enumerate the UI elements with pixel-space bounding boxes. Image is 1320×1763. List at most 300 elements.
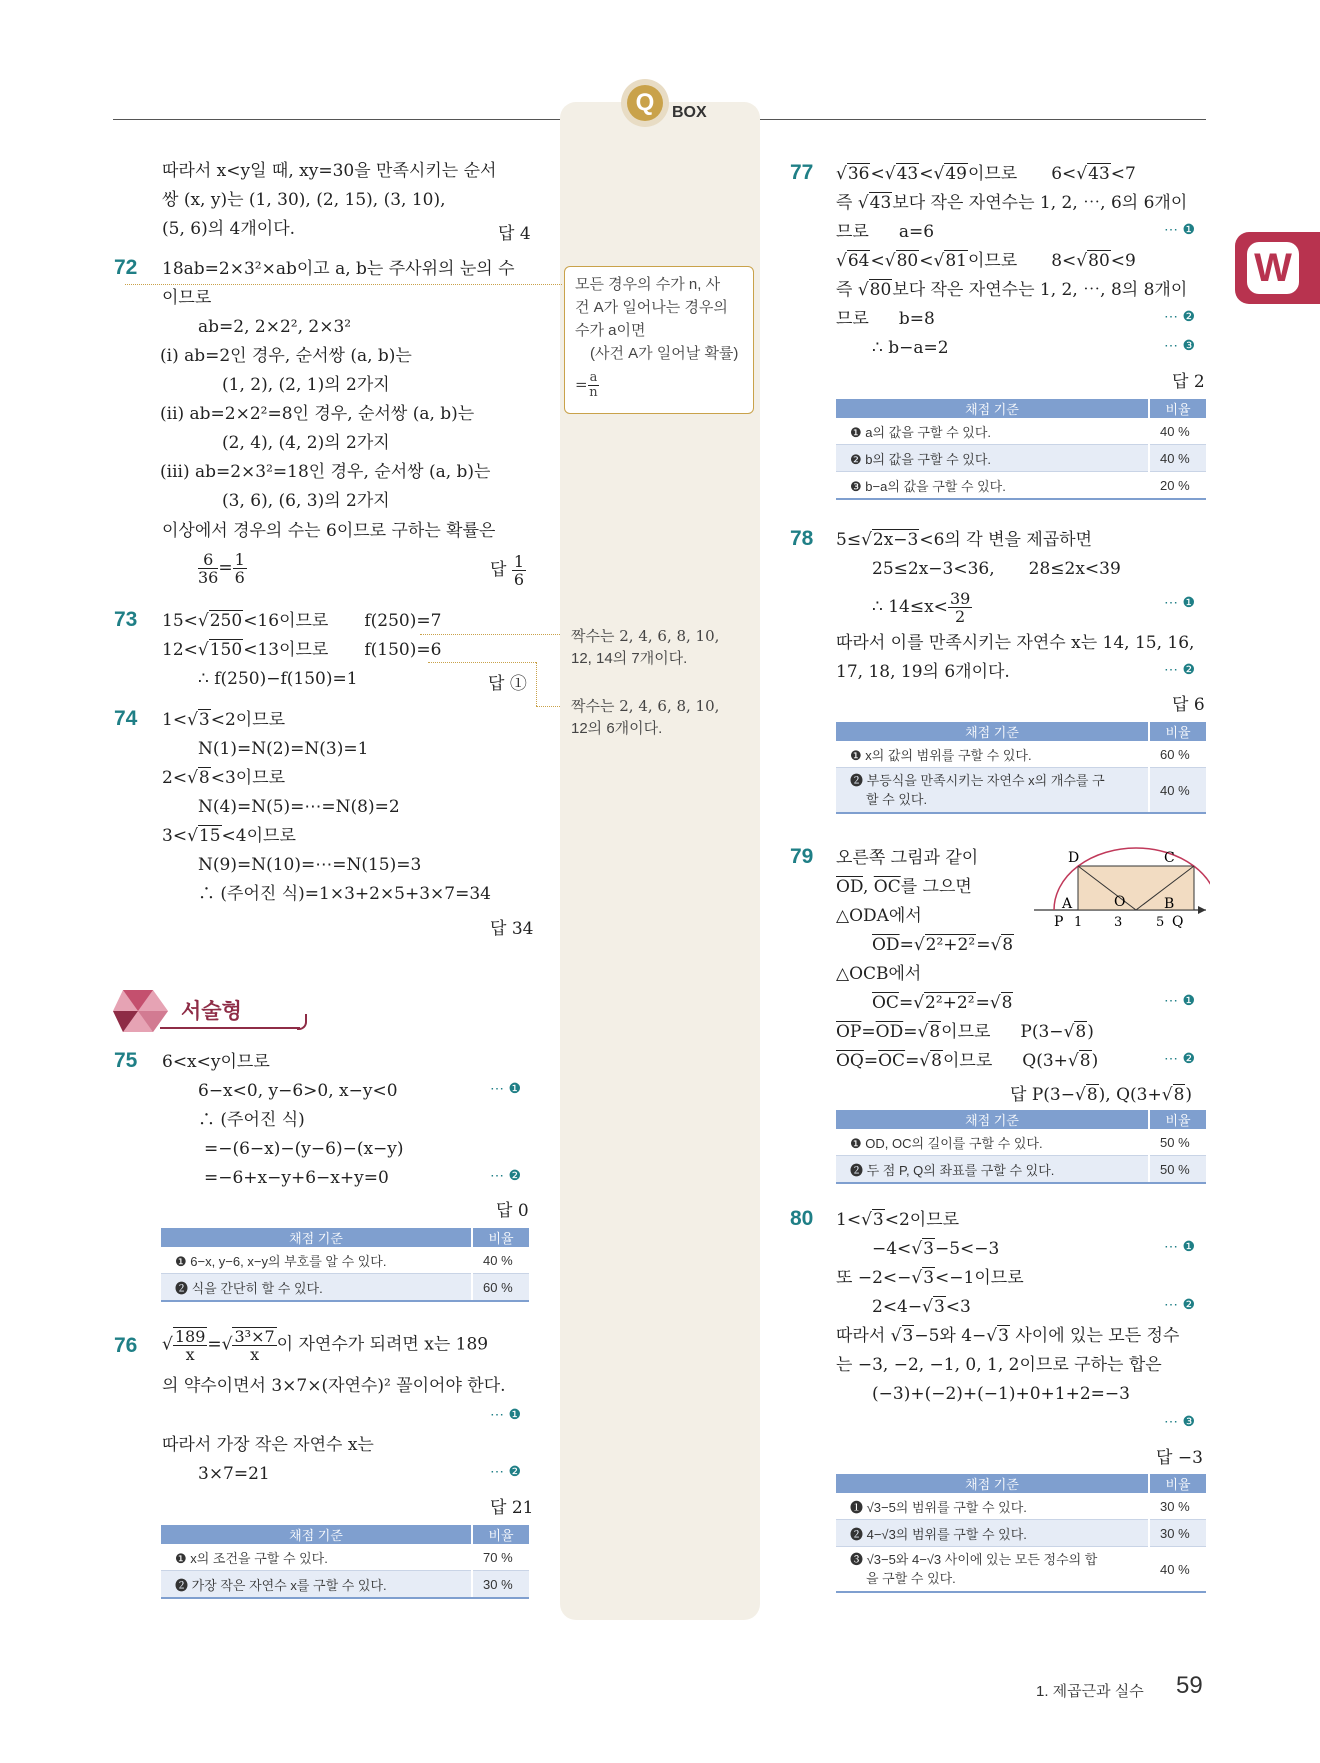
sqrt-radicand: 150 xyxy=(209,640,243,660)
text: $\overline{OD}$ xyxy=(836,877,863,897)
p80-line5: 따라서 √3−5와 4−√3 사이에 있는 모든 정수 xyxy=(836,1326,1180,1346)
problem-74-number: 74 xyxy=(114,707,138,730)
table-cell: ❷ 4−√3의 범위를 구할 수 있다. xyxy=(836,1520,1149,1547)
label-d: D xyxy=(1068,850,1080,866)
p72-line9: (3, 6), (6, 3)의 2가지 xyxy=(222,491,390,511)
text: 따라서 xyxy=(836,1326,891,1346)
w-logo-icon: W xyxy=(1247,242,1299,294)
text: 5≤ xyxy=(836,530,862,550)
p80-answer: 답 −3 xyxy=(1156,1448,1203,1468)
step-2-marker: ⋯ ❷ xyxy=(1164,309,1196,325)
text: 1< xyxy=(162,710,188,730)
p71-line3: (5, 6)의 4개이다. xyxy=(162,219,296,239)
footer-chapter: 1. 제곱근과 실수 xyxy=(1036,1683,1144,1700)
text: <2이므로 xyxy=(884,1210,960,1230)
sqrt-radicand: 15 xyxy=(198,826,221,846)
text: , xyxy=(862,877,874,897)
p75-line2: 6−x<0, y−6>0, x−y<0 xyxy=(198,1081,398,1101)
sqrt-radicand: 36 xyxy=(847,164,870,184)
note-73b-line2: 12의 6개이다. xyxy=(571,720,663,737)
text: 15< xyxy=(162,611,198,631)
table-header: 채점 기준 xyxy=(161,1525,472,1544)
text: <2이므로 xyxy=(210,710,286,730)
p73-line2: 12<√150<13이므로 f(150)=6 xyxy=(162,640,442,660)
sqrt-radicand: 3 xyxy=(933,1297,945,1317)
p75-line5: =−6+x−y+6−x+y=0 xyxy=(204,1168,389,1188)
step-3-marker: ⋯ ❸ xyxy=(1164,1414,1196,1430)
problem-78-number: 78 xyxy=(790,527,814,550)
p75-grading-table xyxy=(161,1228,529,1302)
text: = xyxy=(899,935,914,955)
text: $\overline{OD}$ xyxy=(872,935,900,955)
problem-72-number: 72 xyxy=(114,256,138,279)
sqrt-radicand: 43 xyxy=(1088,164,1110,184)
text: < xyxy=(919,164,934,184)
text: 므로 xyxy=(836,222,869,242)
table-cell: ❷ 식을 간단히 할 수 있다. xyxy=(161,1274,472,1302)
label-p: P xyxy=(1054,914,1064,930)
page-number: 59 xyxy=(1176,1672,1203,1699)
p77-line7: ∴ b−a=2 xyxy=(872,338,949,358)
p75-line1: 6<x<y이므로 xyxy=(162,1052,270,1072)
p79-line2 xyxy=(836,876,972,898)
text: ❸ √3−5와 4−√3 사이에 있는 모든 정수의 합 xyxy=(850,1552,1098,1567)
sqrt-radicand: 2²+2² xyxy=(925,935,976,955)
text: 8< xyxy=(1051,251,1077,271)
p79-line6: $\overline{OC}=√2^2+2^2=√8$ xyxy=(872,993,1013,1013)
p72-line6: (ii) ab=2×2²=8인 경우, 순서쌍 (a, b)는 xyxy=(160,404,475,424)
text: <6의 각 변을 제곱하면 xyxy=(919,530,1093,550)
p79-line8: $\overline{OQ}=\overline{OC}=√8$이므로 Q(3+√8) xyxy=(836,1051,1099,1071)
p80-line4: 2<4−√3<3 xyxy=(872,1297,971,1317)
p78-line5: 17, 18, 19의 6개이다. xyxy=(836,662,1010,682)
sqrt-radicand: 8 xyxy=(1075,1022,1087,1042)
table-cell: ❶ a의 값을 구할 수 있다. xyxy=(836,418,1149,445)
text: −5<−3 xyxy=(934,1239,1000,1259)
note-73a-line2: 12, 14의 7개이다. xyxy=(571,650,688,667)
p72-leader-line xyxy=(125,284,562,285)
p77-line6 xyxy=(836,308,935,330)
text: ) xyxy=(1185,1085,1193,1105)
p76-line2: 의 약수이면서 3×7×(자연수)² 꼴이어야 한다. xyxy=(162,1376,506,1396)
table-cell: 50 % xyxy=(1149,1129,1206,1156)
frac-den: x xyxy=(250,1345,260,1364)
p74-line6: N(9)=N(10)=⋯=N(15)=3 xyxy=(198,855,422,875)
p73-leader-b xyxy=(428,662,536,663)
text: 답 P(3− xyxy=(1010,1085,1075,1105)
table-cell: 40 % xyxy=(1149,445,1206,472)
text: 12< xyxy=(162,640,198,660)
problem-76-number: 76 xyxy=(114,1334,138,1357)
section-logo-icon xyxy=(113,990,173,1032)
step-1-marker: ⋯ ❶ xyxy=(1164,595,1196,611)
sqrt-radicand: 8 xyxy=(1079,1051,1091,1071)
text: $\overline{OP}$ xyxy=(836,1022,862,1042)
text: Q(3+ xyxy=(1022,1051,1068,1071)
text: $\overline{OC}$ xyxy=(873,877,901,897)
sqrt-radicand: 8 xyxy=(931,1051,942,1071)
p79-line3: △ODA에서 xyxy=(836,906,922,926)
table-cell: 40 % xyxy=(1149,768,1206,814)
axis-arrow-icon xyxy=(1198,906,1206,914)
text: <3이므로 xyxy=(210,768,286,788)
text: = xyxy=(903,1022,918,1042)
text: = xyxy=(863,1051,879,1071)
table-cell: 60 % xyxy=(472,1274,529,1302)
sqrt-radicand: 250 xyxy=(209,611,243,631)
p73-leader-d xyxy=(536,706,560,707)
sqrt-radicand: 8 xyxy=(1001,993,1013,1013)
text: < xyxy=(870,251,885,271)
sqrt-radicand: 80 xyxy=(869,280,892,300)
table-cell: 60 % xyxy=(1149,741,1206,768)
table-header: 비율 xyxy=(472,1228,529,1247)
text: <4이므로 xyxy=(221,826,296,846)
text: 이므로 xyxy=(941,1022,991,1042)
p79-line4: $\overline{OD}=√2^2+2^2=√8$ xyxy=(872,935,1014,955)
table-header: 채점 기준 xyxy=(836,722,1149,741)
text: = xyxy=(975,993,990,1013)
text: 이므로 xyxy=(943,1051,993,1071)
p79-answer: 답 P(3−√8), Q(3+√8) xyxy=(1010,1085,1193,1105)
table-header: 비율 xyxy=(1149,399,1206,418)
table-cell: ❷ 두 점 P, Q의 좌표를 구할 수 있다. xyxy=(836,1156,1149,1184)
text: b=8 xyxy=(898,309,935,329)
text: $\overline{OQ}$ xyxy=(836,1051,864,1071)
text: <−1이므로 xyxy=(935,1268,1024,1288)
table-cell: 70 % xyxy=(472,1544,529,1571)
table-header: 채점 기준 xyxy=(836,399,1149,418)
p77-line5: 즉 √80보다 작은 자연수는 1, 2, ⋯, 8의 8개이 xyxy=(836,280,1188,300)
sqrt-radicand: 81 xyxy=(945,251,967,271)
p77-line4: √64<√80<√81이므로 8<√80<9 xyxy=(836,251,1136,271)
step-1-marker: ⋯ ❶ xyxy=(1164,993,1196,1009)
label-a: A xyxy=(1062,896,1073,912)
label-q: Q xyxy=(1172,914,1184,930)
step-3-marker: ⋯ ❸ xyxy=(1164,338,1196,354)
frac-den: 6 xyxy=(513,570,525,589)
p79-semicircle-figure xyxy=(1030,840,1210,932)
frac-num: 189 xyxy=(174,1327,206,1346)
p77-line2: 즉 √43보다 작은 자연수는 1, 2, ⋯, 6의 6개이 xyxy=(836,193,1188,213)
p72-line2: 이므로 xyxy=(162,288,212,308)
problem-73-number: 73 xyxy=(114,608,138,631)
step-2-marker: ⋯ ❷ xyxy=(490,1168,522,1184)
label-b: B xyxy=(1164,896,1175,912)
table-cell: 40 % xyxy=(1149,1547,1206,1593)
p72-line5: (1, 2), (2, 1)의 2가지 xyxy=(222,375,390,395)
table-cell xyxy=(836,1547,1149,1593)
p72-line4: (i) ab=2인 경우, 순서쌍 (a, b)는 xyxy=(160,346,412,366)
table-cell: ❶ x의 값의 범위를 구할 수 있다. xyxy=(836,741,1149,768)
text: 즉 xyxy=(836,280,858,300)
table-cell: ❶ √3−5의 범위를 구할 수 있다. xyxy=(836,1493,1149,1520)
table-cell: ❶ 6−x, y−6, x−y의 부호를 알 수 있다. xyxy=(161,1247,472,1274)
q-letter: Q xyxy=(627,85,663,121)
text: 할 수 있다. xyxy=(866,792,928,807)
p71-answer: 답 4 xyxy=(498,224,531,244)
table-cell: ❸ b−a의 값을 구할 수 있다. xyxy=(836,472,1149,500)
sqrt-radicand: 43 xyxy=(869,193,892,213)
p80-line3: 또 −2<−√3<−1이므로 xyxy=(836,1268,1024,1288)
step-1-marker: ⋯ ❶ xyxy=(490,1081,522,1097)
p72-answer xyxy=(490,553,526,588)
sqrt-radicand: 8 xyxy=(1086,1085,1098,1105)
text: $\overline{OC}$ xyxy=(872,993,899,1013)
frac-den: 6 xyxy=(234,568,245,587)
p80-grading-table xyxy=(836,1474,1206,1593)
p74-answer: 답 34 xyxy=(490,919,534,939)
text: 이므로 xyxy=(967,164,1018,184)
p76-grading-table xyxy=(161,1525,529,1599)
label-o: O xyxy=(1114,894,1126,910)
sqrt-radicand: 2²+2² xyxy=(925,993,975,1013)
text: <16이므로 xyxy=(243,611,329,631)
p72-probability xyxy=(198,551,247,586)
table-cell: 40 % xyxy=(472,1247,529,1274)
step-2-marker: ⋯ ❷ xyxy=(1164,1051,1196,1067)
text: 2< xyxy=(162,768,188,788)
text: ) xyxy=(1091,1051,1099,1071)
step-2-marker: ⋯ ❷ xyxy=(490,1464,522,1480)
table-cell: ❶ OD, OC의 길이를 구할 수 있다. xyxy=(836,1129,1149,1156)
sqrt-radicand: 3 xyxy=(923,1268,935,1288)
step-2-marker: ⋯ ❷ xyxy=(1164,662,1196,678)
text: 2<4− xyxy=(872,1297,923,1317)
p75-line3: ∴ (주어진 식) xyxy=(198,1110,305,1130)
problem-77-number: 77 xyxy=(790,161,814,184)
section-title: 서술형 xyxy=(181,1000,242,1023)
text: 또 −2<− xyxy=(836,1268,912,1288)
p80-line7: (−3)+(−2)+(−1)+0+1+2=−3 xyxy=(872,1384,1130,1404)
p77-line1: √36<√43<√49이므로 6<√43<7 xyxy=(836,164,1136,184)
equals: = xyxy=(207,1334,222,1355)
table-cell xyxy=(836,768,1149,814)
p78-line3 xyxy=(872,590,972,625)
table-cell: ❷ 가장 작은 자연수 x를 구할 수 있다. xyxy=(161,1571,472,1599)
side-tab xyxy=(1235,232,1320,304)
section-underline xyxy=(160,1027,300,1029)
text: −4< xyxy=(872,1239,912,1259)
frac-num: 6 xyxy=(198,551,218,569)
frac-den: 2 xyxy=(955,607,966,626)
answer-label: 답 xyxy=(490,560,507,580)
frac-num: a xyxy=(589,370,598,385)
text: = xyxy=(905,1051,920,1071)
step-1-marker: ⋯ ❶ xyxy=(1164,1239,1196,1255)
p75-answer: 답 0 xyxy=(496,1201,529,1221)
sqrt-radicand: 3 xyxy=(998,1326,1009,1346)
frac-num: 3³×7 xyxy=(234,1327,275,1346)
text: 즉 xyxy=(836,193,858,213)
text: P(3− xyxy=(1020,1022,1064,1042)
problem-80-number: 80 xyxy=(790,1207,814,1230)
p80-line2: −4<√3−5<−3 xyxy=(872,1239,1000,1259)
table-header: 채점 기준 xyxy=(161,1228,472,1247)
p79-line5: △OCB에서 xyxy=(836,964,922,984)
p77-line3 xyxy=(836,221,934,243)
frac-den: n xyxy=(589,385,598,400)
p76-answer: 답 21 xyxy=(490,1498,534,1518)
sqrt-radicand: 2x−3 xyxy=(872,530,919,550)
frac-num: 39 xyxy=(949,589,971,608)
text: 를 그으면 xyxy=(900,877,972,897)
note-73b-line1: 짝수는 2, 4, 6, 8, 10, xyxy=(571,697,720,715)
table-header: 채점 기준 xyxy=(836,1474,1149,1493)
q-box-logo xyxy=(621,79,669,127)
p74-line2: N(1)=N(2)=N(3)=1 xyxy=(198,739,369,759)
p78-line4: 따라서 이를 만족시키는 자연수 x는 14, 15, 16, xyxy=(836,633,1195,653)
p79-line1: 오른쪽 그림과 같이 xyxy=(836,848,979,868)
text: 이므로 xyxy=(967,251,1018,271)
p77-grading-table xyxy=(836,399,1206,500)
table-header: 비율 xyxy=(472,1525,529,1544)
p72-line3: ab=2, 2×2², 2×3² xyxy=(198,317,352,337)
text: <3 xyxy=(945,1297,971,1317)
text: ∴ 14≤x< xyxy=(872,597,948,617)
text: a=6 xyxy=(898,222,935,242)
table-cell: 40 % xyxy=(1149,418,1206,445)
p78-answer: 답 6 xyxy=(1172,695,1205,715)
sqrt-radicand: 43 xyxy=(896,164,919,184)
text: 1< xyxy=(836,1210,862,1230)
p74-line3: 2<√8<3이므로 xyxy=(162,768,286,788)
p79-grading-table xyxy=(836,1110,1206,1184)
p74-line5: 3<√15<4이므로 xyxy=(162,826,296,846)
text: 6< xyxy=(1051,164,1077,184)
sqrt-radicand: 49 xyxy=(945,164,967,184)
p72-line1: 18ab=2×3²×ab이고 a, b는 주사위의 눈의 수 xyxy=(162,259,515,279)
step-2-marker: ⋯ ❷ xyxy=(1164,1297,1196,1313)
p75-line4: =−(6−x)−(y−6)−(x−y) xyxy=(204,1139,404,1159)
p78-grading-table xyxy=(836,722,1206,814)
text: 보다 작은 자연수는 1, 2, ⋯, 6의 6개이 xyxy=(892,193,1188,213)
note-72-line3: 수가 a이면 xyxy=(575,322,646,339)
text: 이 자연수가 되려면 x는 189 xyxy=(276,1334,489,1355)
text: <7 xyxy=(1110,164,1136,184)
text: ) xyxy=(1087,1022,1094,1042)
frac-den: 36 xyxy=(198,568,219,587)
table-header: 채점 기준 xyxy=(836,1110,1149,1129)
problem-79-number: 79 xyxy=(790,845,814,868)
text: < xyxy=(919,251,934,271)
step-1-marker: ⋯ ❶ xyxy=(490,1407,522,1423)
tick-1: 1 xyxy=(1074,915,1083,930)
table-cell: 30 % xyxy=(472,1571,529,1599)
p74-line1: 1<√3<2이므로 xyxy=(162,710,286,730)
table-header: 비율 xyxy=(1149,1474,1206,1493)
square-abcd xyxy=(1078,866,1194,910)
table-cell: 20 % xyxy=(1149,472,1206,500)
sqrt-radicand: 64 xyxy=(847,251,870,271)
table-cell: ❶ x의 조건을 구할 수 있다. xyxy=(161,1544,472,1571)
label-c: C xyxy=(1164,850,1175,866)
text: < xyxy=(870,164,885,184)
note-72-line4: (사건 A가 일어날 확률) xyxy=(590,345,739,362)
text: = xyxy=(861,1022,876,1042)
p74-line7: ∴ (주어진 식)=1×3+2×5+3×7=34 xyxy=(198,884,491,904)
p80-line6: 는 −3, −2, −1, 0, 1, 2이므로 구하는 합은 xyxy=(836,1355,1162,1375)
sqrt-radicand: 8 xyxy=(929,1022,941,1042)
table-cell: ❷ b의 값을 구할 수 있다. xyxy=(836,445,1149,472)
text: 을 구할 수 있다. xyxy=(866,1571,956,1586)
p73-leader-c xyxy=(536,662,537,706)
text: $\overline{OC}$ xyxy=(878,1051,906,1071)
text: = xyxy=(898,993,914,1013)
table-header: 비율 xyxy=(1149,722,1206,741)
p73-leader-a xyxy=(420,634,560,635)
p72-line7: (2, 4), (4, 2)의 2가지 xyxy=(222,433,390,453)
p71-line2: 쌍 (x, y)는 (1, 30), (2, 15), (3, 10), xyxy=(162,190,446,210)
p74-line4: N(4)=N(5)=⋯=N(8)=2 xyxy=(198,797,400,817)
text: $\overline{OD}$ xyxy=(875,1022,904,1042)
p73-answer: 답 ① xyxy=(488,674,527,694)
problem-75-number: 75 xyxy=(114,1049,138,1072)
sqrt-radicand: 8 xyxy=(1173,1085,1185,1105)
p76-line1: √ $\frac{189}{x}$ =√ $\frac{\text{3³×7}}{x}$ 이 자연수가 되려면 x는 189 xyxy=(162,1327,489,1364)
text: 므로 xyxy=(836,309,869,329)
p80-line1: 1<√3<2이므로 xyxy=(836,1210,960,1230)
tick-5: 5 xyxy=(1156,915,1165,930)
box-label: BOX xyxy=(672,104,707,121)
p73-line1: 15<√250<16이므로 f(250)=7 xyxy=(162,611,442,631)
frac-den: x xyxy=(185,1345,195,1364)
note-73a-line1: 짝수는 2, 4, 6, 8, 10, xyxy=(571,627,720,645)
sqrt-radicand: 3 xyxy=(923,1239,934,1259)
text: = xyxy=(976,935,991,955)
p78-line2 xyxy=(872,558,1121,580)
text: f(150)=6 xyxy=(364,640,442,660)
note-72-line2: 건 A가 일어나는 경우의 xyxy=(575,299,728,316)
text: f(250)=7 xyxy=(364,611,442,631)
p72-line8: (iii) ab=2×3²=18인 경우, 순서쌍 (a, b)는 xyxy=(160,462,491,482)
text: −5와 4− xyxy=(914,1326,987,1346)
text: 보다 작은 자연수는 1, 2, ⋯, 8의 8개이 xyxy=(892,280,1188,300)
sqrt-radicand: 3 xyxy=(902,1326,914,1346)
p78-line1: 5≤√2x−3<6의 각 변을 제곱하면 xyxy=(836,530,1093,550)
text: ), Q(3+ xyxy=(1098,1085,1162,1105)
p76-line3: 따라서 가장 작은 자연수 x는 xyxy=(162,1435,374,1455)
equals: = xyxy=(575,375,588,394)
text: 사이에 있는 모든 정수 xyxy=(1009,1326,1180,1346)
sqrt-radicand: 8 xyxy=(198,768,210,788)
frac-num: 1 xyxy=(513,552,525,571)
section-hook xyxy=(297,1014,307,1030)
note-72-line1: 모든 경우의 수가 n, 사 xyxy=(575,276,721,293)
text: ❷ 부등식을 만족시키는 자연수 x의 개수를 구 xyxy=(850,773,1105,788)
sqrt-radicand: 3 xyxy=(872,1210,884,1230)
text: 25≤2x−3<36, xyxy=(872,559,995,579)
text: 3< xyxy=(162,826,188,846)
p72-line10: 이상에서 경우의 수는 6이므로 구하는 확률은 xyxy=(162,521,496,541)
p76-line4: 3×7=21 xyxy=(198,1464,270,1484)
note-72-formula xyxy=(575,371,599,400)
table-cell: 30 % xyxy=(1149,1493,1206,1520)
sqrt-radicand: 80 xyxy=(896,251,919,271)
step-1-marker: ⋯ ❶ xyxy=(1164,222,1196,238)
tick-3: 3 xyxy=(1114,915,1123,930)
frac-num: 1 xyxy=(234,550,245,569)
sqrt-radicand: 3 xyxy=(198,710,210,730)
text: <9 xyxy=(1110,251,1136,271)
table-cell: 30 % xyxy=(1149,1520,1206,1547)
equals: = xyxy=(218,558,233,578)
sqrt-radicand: 8 xyxy=(1002,935,1014,955)
table-header: 비율 xyxy=(1149,1110,1206,1129)
text: 28≤2x<39 xyxy=(1028,559,1121,579)
text: <13이므로 xyxy=(243,640,329,660)
table-cell: 50 % xyxy=(1149,1156,1206,1184)
